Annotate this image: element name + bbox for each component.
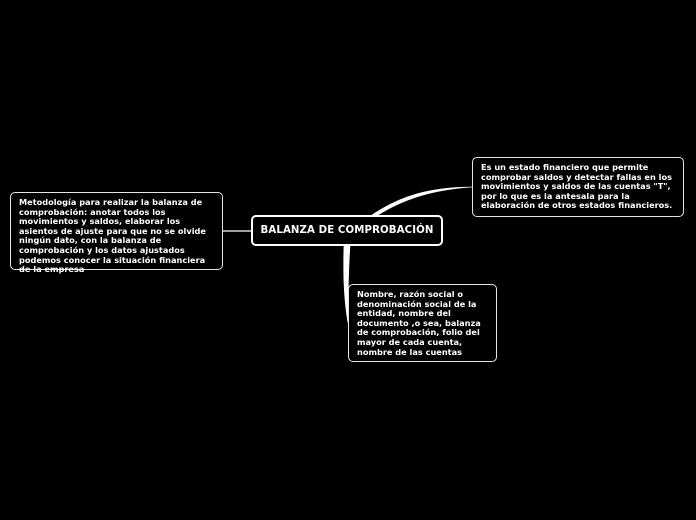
topic-methodology[interactable] — [10, 192, 223, 275]
central-topic-label: BALANZA DE COMPROBACIÓN — [260, 225, 434, 236]
topic-contents[interactable] — [348, 284, 497, 362]
connector-right — [372, 187, 472, 215]
topic-contents-text: Nombre, razón social o denominación social de la entidad, nombre del documento ,o sea, balanza de comprobación, folio del mayor de cada cuenta, nombre de las cuentas — [357, 289, 481, 357]
central-topic[interactable] — [251, 215, 443, 246]
topic-methodology-text: Metodología para realizar la balanza de comprobación: anotar todos los movimientos y saldos, elaborar los asientos de ajuste para que no se olvide ningún dato, con la balanza de comprobación y los datos ajustados podemos conocer la situación financiera de la empresa — [19, 197, 206, 275]
topic-definition-text: Es un estado financiero que permite comprobar saldos y detectar fallas en los movimientos y saldos de las cuentas "T", por lo que es la antesala para la elaboración de otros estados financieros. — [481, 162, 673, 211]
topic-definition[interactable] — [472, 157, 684, 217]
